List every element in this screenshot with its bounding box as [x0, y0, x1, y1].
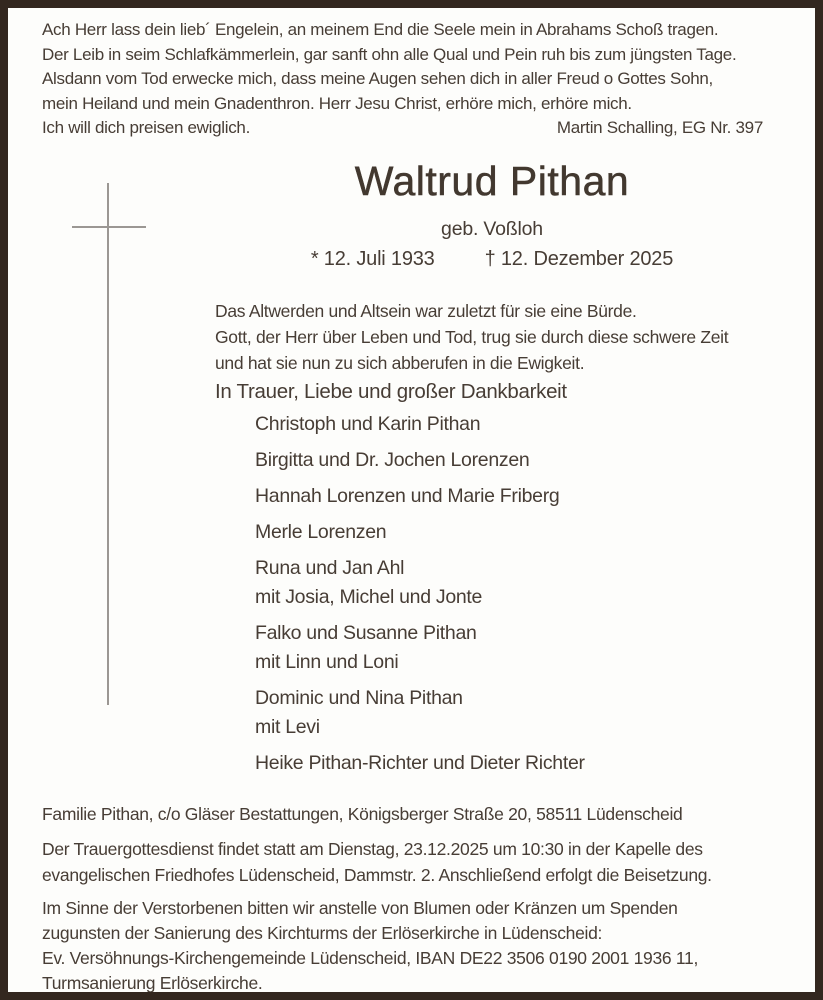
birth-date: * 12. Juli 1933 [310, 248, 435, 270]
tribute-line: und hat sie nun zu sich abberufen in die Ewigkeit. [215, 353, 585, 373]
mourners-list [255, 410, 775, 785]
poem-line: mein Heiland und mein Gnadenthron. Herr Jesu Christ, erhöre mich, erhöre mich. [42, 93, 632, 113]
poem-line: Ach Herr lass dein lieb´ Engelein, an meinem End die Seele mein in Abrahams Schoß tragen. [42, 20, 719, 39]
mourning-closing: In Trauer, Liebe und großer Dankbarkeit [215, 380, 567, 403]
service-paragraph [42, 836, 792, 888]
poem-line: Der Leib in seim Schlafkämmerlein, gar sanft ohn alle Qual und Pein ruh bis zum jüngsten Tage. [42, 44, 737, 64]
poem-last-line [42, 116, 789, 141]
life-dates [207, 246, 777, 272]
deceased-name: Waltrud Pithan [354, 158, 630, 204]
mourner-entry [255, 749, 775, 778]
cross-icon [107, 183, 109, 705]
tribute-line: Das Altwerden und Altsein war zuletzt für sie eine Bürde. [215, 301, 637, 321]
poem-line: Alsdann vom Tod erwecke mich, dass meine Augen sehen dich in aller Freud o Gottes Sohn, [42, 69, 713, 88]
mourner-entry [255, 410, 775, 439]
mourner-name: Merle Lorenzen [255, 521, 387, 543]
tribute-line: Gott, der Herr über Leben und Tod, trug sie durch diese schwere Zeit [215, 327, 729, 347]
service-line: Der Trauergottesdienst findet statt am Dienstag, 23.12.2025 um 10:30 in der Kapelle des [42, 839, 703, 859]
service-line: evangelischen Friedhofes Lüdenscheid, Dammstr. 2. Anschließend erfolgt die Beisetzung. [42, 865, 712, 885]
donation-paragraph [42, 896, 792, 996]
mourner-name: Heike Pithan-Richter und Dieter Richter [255, 752, 585, 774]
mourner-name: Birgitta und Dr. Jochen Lorenzen [255, 449, 530, 471]
maiden-name: geb. Voßloh [441, 218, 543, 240]
mourner-entry [255, 684, 775, 742]
mourner-children: mit Levi [255, 716, 320, 738]
mourner-children: mit Linn und Loni [255, 651, 399, 673]
donation-line: Ev. Versöhnungs-Kirchengemeinde Lüdenscheid, IBAN DE22 3506 0190 2001 1936 11, [42, 948, 699, 968]
donation-line: Turmsanierung Erlöserkirche. [42, 973, 263, 993]
death-date: † 12. Dezember 2025 [484, 248, 674, 270]
mourner-name: Christoph und Karin Pithan [255, 413, 481, 435]
donation-line: zugunsten der Sanierung des Kirchturms der Erlöserkirche in Lüdenscheid: [42, 923, 603, 943]
poem-attribution: Martin Schalling, EG Nr. 397 [556, 118, 763, 137]
poem-block [42, 18, 789, 141]
mourner-entry [255, 482, 775, 511]
tribute-paragraph [215, 298, 795, 376]
mourner-children: mit Josia, Michel und Jonte [255, 586, 483, 608]
mourner-name: Hannah Lorenzen und Marie Friberg [255, 485, 560, 507]
deceased-block [207, 158, 777, 272]
donation-line: Im Sinne der Verstorbenen bitten wir anstelle von Blumen oder Kränzen um Spenden [42, 898, 678, 918]
mourner-entry [255, 619, 775, 677]
mourner-entry [255, 554, 775, 612]
mourner-entry [255, 518, 775, 547]
cross-icon [72, 226, 146, 228]
mourner-name: Dominic und Nina Pithan [255, 687, 463, 709]
poem-line: Ich will dich preisen ewiglich. [42, 118, 251, 137]
mourner-name: Runa und Jan Ahl [255, 557, 405, 579]
mourner-entry [255, 446, 775, 475]
family-contact-line: Familie Pithan, c/o Gläser Bestattungen, Königsberger Straße 20, 58511 Lüdenscheid [42, 804, 683, 824]
mourner-name: Falko und Susanne Pithan [255, 622, 477, 644]
